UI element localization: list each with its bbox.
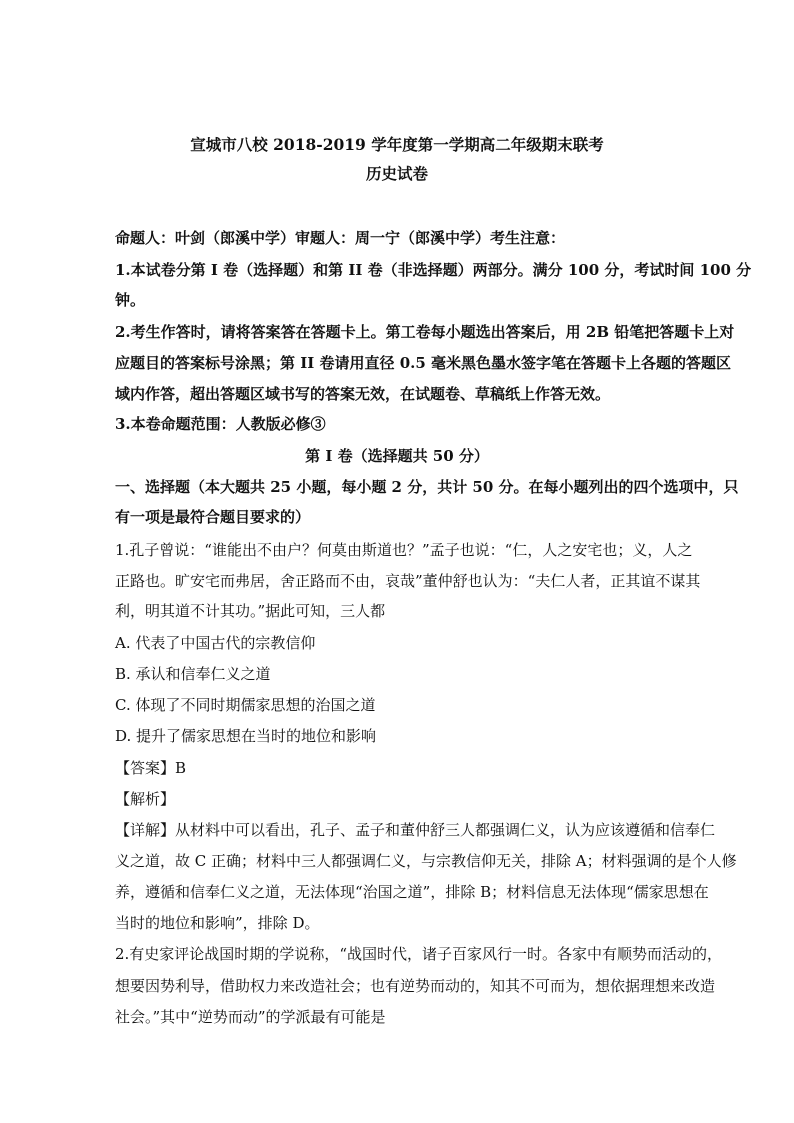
q1-stem-cont: 正路也。旷安宅而弗居，舍正路而不由，哀哉”董仲舒也认为：“夫仁人者，正其谊不谋其	[115, 572, 701, 590]
notice-item-1-cont: 钟。	[115, 291, 146, 309]
notice-item-2-cont2: 域内作答，超出答题区域书写的答案无效，在试题卷、草稿纸上作答无效。	[115, 385, 611, 403]
q2-stem: 2.有史家评论战国时期的学说称，“战国时代，诸子百家风行一时。各家中有顺势而活动的，	[115, 945, 722, 963]
q1-option-d: D. 提升了儒家思想在当时的地位和影响	[115, 727, 377, 745]
q1-option-b: B. 承认和信奉仁义之道	[115, 665, 271, 683]
authors-line: 命题人：叶剑（郎溪中学）审题人：周一宁（郎溪中学）考生注意：	[115, 229, 566, 247]
notice-item-1: 1.本试卷分第 I 卷（选择题）和第 II 卷（非选择题）两部分。满分 100 分，考试时间 100 分	[115, 261, 752, 279]
q1-analysis-label: 【解析】	[115, 790, 176, 808]
q1-detail-cont3: 当时的地位和影响”，排除 D。	[115, 914, 320, 932]
section-instructions-cont: 有一项是最符合题目要求的）	[115, 508, 311, 526]
q1-option-a: A. 代表了中国古代的宗教信仰	[115, 634, 316, 652]
q1-detail-cont2: 养，遵循和信奉仁义之道，无法体现“治国之道”，排除 B；材料信息无法体现“儒家思想在	[115, 883, 709, 901]
q1-option-c: C. 体现了不同时期儒家思想的治国之道	[115, 696, 376, 714]
notice-item-2-cont: 应题目的答案标号涂黑；第 II 卷请用直径 0.5 毫米黑色墨水签字笔在答题卡上各题的答题区	[115, 354, 732, 372]
exam-title: 宣城市八校 2018-2019 学年度第一学期高二年级期末联考	[190, 135, 604, 154]
q1-detail: 【详解】从材料中可以看出，孔子、孟子和董仲舒三人都强调仁义，认为应该遵循和信奉仁	[115, 821, 716, 839]
notice-item-3: 3.本卷命题范围：人教版必修③	[115, 415, 326, 433]
section-heading: 第 I 卷（选择题共 50 分）	[305, 447, 489, 465]
q2-stem-cont2: 社会。”其中“逆势而动”的学派最有可能是	[115, 1008, 386, 1026]
q1-detail-cont: 义之道，故 C 正确；材料中三人都强调仁义，与宗教信仰无关，排除 A；材料强调的是个人修	[115, 852, 737, 870]
q2-stem-cont: 想要因势利导，借助权力来改造社会；也有逆势而动的，知其不可而为，想依据理想来改造	[115, 977, 716, 995]
section-instructions: 一、选择题（本大题共 25 小题，每小题 2 分，共计 50 分。在每小题列出的四个选项中，只	[115, 478, 739, 496]
q1-stem: 1.孔子曾说：“谁能出不由户？何莫由斯道也？”孟子也说：“仁，人之安宅也；义，人之	[115, 541, 693, 559]
notice-item-2: 2.考生作答时，请将答案答在答题卡上。第工卷每小题选出答案后，用 2B 铅笔把答题卡上对	[115, 323, 735, 341]
q1-stem-cont2: 利，明其道不计其功。”据此可知，三人都	[115, 602, 386, 620]
q1-answer: 【答案】B	[115, 759, 187, 777]
exam-subtitle: 历史试卷	[365, 164, 428, 183]
